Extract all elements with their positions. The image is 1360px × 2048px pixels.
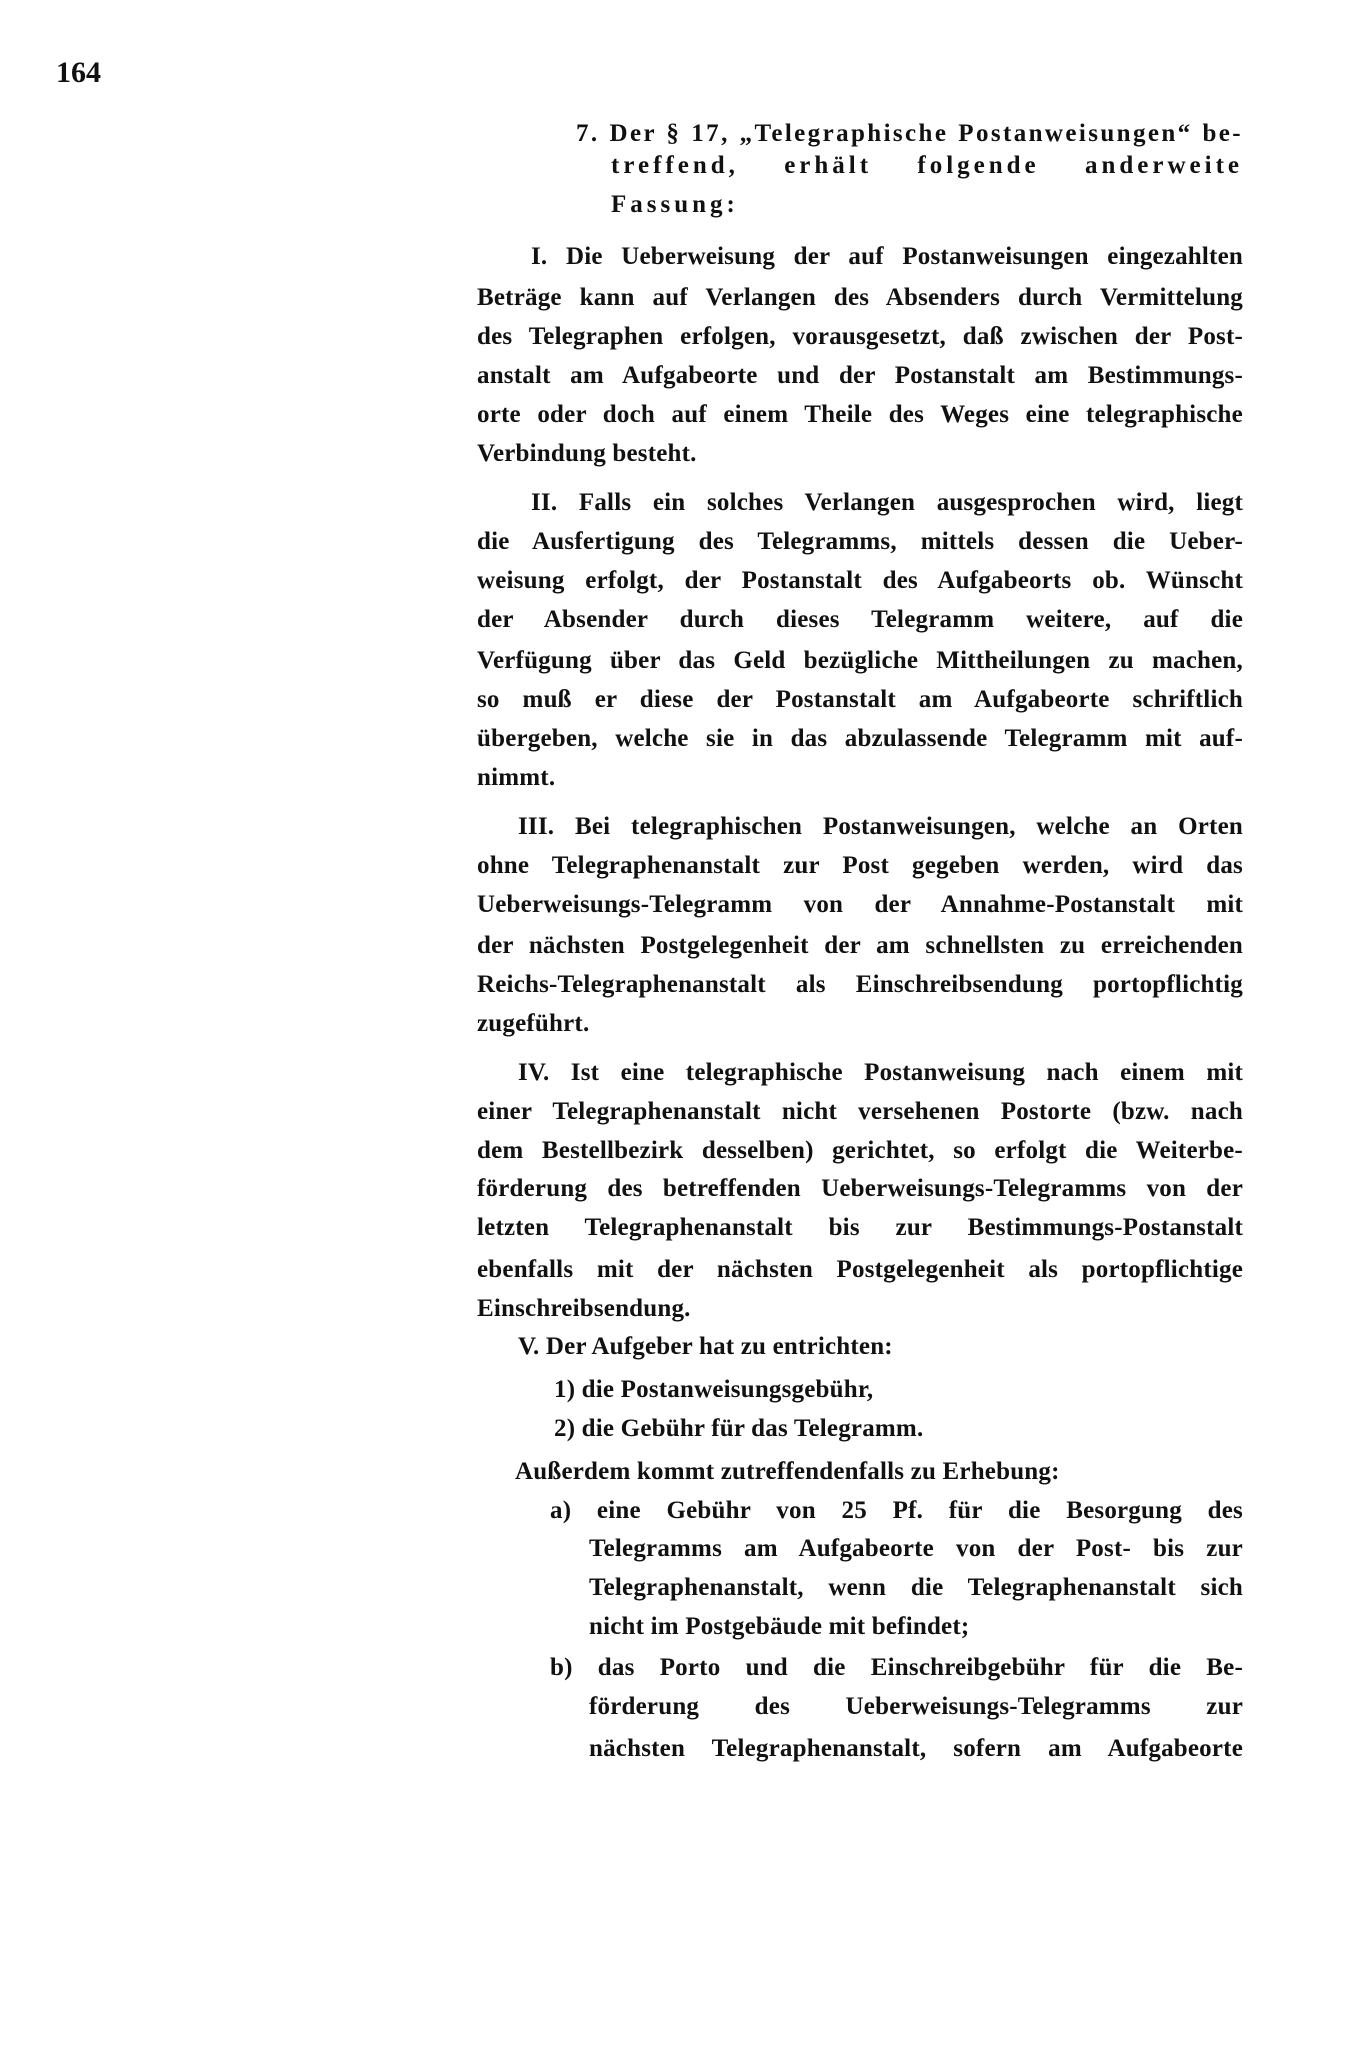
text-line: Telegramms am Aufgabeorte von der Post- bis zur [589,1535,1243,1562]
text-line: 2) die Gebühr für das Telegramm. [554,1415,924,1442]
text-line: anstalt am Aufgabeorte und der Postanstalt am Bestimmungs- [477,362,1243,389]
text-line: der Absender durch dieses Telegramm weitere, auf die [477,606,1243,633]
text-line: 7. Der § 17, „Telegraphische Postanweisungen“ be- [576,120,1244,147]
text-line: Verfügung über das Geld bezügliche Mittheilungen zu machen, [477,647,1243,674]
text-line: 1) die Postanweisungsgebühr, [554,1376,874,1403]
text-line: a) eine Gebühr von 25 Pf. für die Besorgung des [550,1497,1243,1524]
text-line: nächsten Telegraphenanstalt, sofern am Aufgabeorte [589,1735,1244,1762]
text-line: des Telegraphen erfolgen, vorausgesetzt, daß zwischen der Post- [477,323,1243,350]
text-line: Einschreibsendung. [477,1295,691,1322]
text-line: förderung des Ueberweisungs-Telegramms zur [589,1693,1243,1720]
text-line: Außerdem kommt zutreffendenfalls zu Erhebung: [515,1458,1060,1485]
text-line: nicht im Postgebäude mit befindet; [589,1613,970,1640]
text-line: dem Bestellbezirk desselben) gerichtet, so erfolgt die Weiterbe- [477,1137,1243,1164]
text-line: V. Der Aufgeber hat zu entrichten: [518,1333,893,1360]
text-line: förderung des betreffenden Ueberweisungs-Telegramms von der [477,1175,1244,1202]
text-line: Fassung: [611,191,739,218]
text-line: treffend, erhält folgende anderweite [611,152,1243,179]
text-line: ebenfalls mit der nächsten Postgelegenheit als portopflichtige [477,1256,1243,1283]
text-line: Ueberweisungs-Telegramm von der Annahme-Postanstalt mit [477,891,1244,918]
text-line: III. Bei telegraphischen Postanweisungen, welche an Orten [518,813,1243,840]
text-line: Telegraphenanstalt, wenn die Telegraphenanstalt sich [589,1574,1243,1601]
text-line: übergeben, welche sie in das abzulassende Telegramm mit auf- [477,725,1243,752]
text-line: II. Falls ein solches Verlangen ausgesprochen wird, liegt [531,489,1244,516]
text-line: IV. Ist eine telegraphische Postanweisung nach einem mit [518,1059,1244,1086]
text-line: die Ausfertigung des Telegramms, mittels dessen die Ueber- [477,528,1243,555]
text-line: ohne Telegraphenanstalt zur Post gegeben werden, wird das [477,852,1243,879]
text-line: b) das Porto und die Einschreibgebühr für die Be- [550,1654,1243,1681]
text-line: Verbindung besteht. [477,440,697,467]
text-line: letzten Telegraphenanstalt bis zur Bestimmungs-Postanstalt [477,1214,1244,1241]
text-line: orte oder doch auf einem Theile des Weges eine telegraphische [477,401,1243,428]
text-line: der nächsten Postgelegenheit der am schnellsten zu erreichenden [477,932,1244,959]
page-number: 164 [56,56,101,89]
text-line: I. Die Ueberweisung der auf Postanweisungen eingezahlten [531,243,1243,270]
text-line: nimmt. [477,764,556,791]
text-line: so muß er diese der Postanstalt am Aufgabeorte schriftlich [477,686,1243,713]
text-line: Reichs-Telegraphenanstalt als Einschreibsendung portopflichtig [477,971,1243,998]
text-line: Beträge kann auf Verlangen des Absenders durch Vermittelung [477,284,1244,311]
text-line: einer Telegraphenanstalt nicht versehenen Postorte (bzw. nach [477,1098,1243,1125]
text-line: zugeführt. [477,1010,590,1037]
text-line: weisung erfolgt, der Postanstalt des Aufgabeorts ob. Wünscht [477,567,1243,594]
